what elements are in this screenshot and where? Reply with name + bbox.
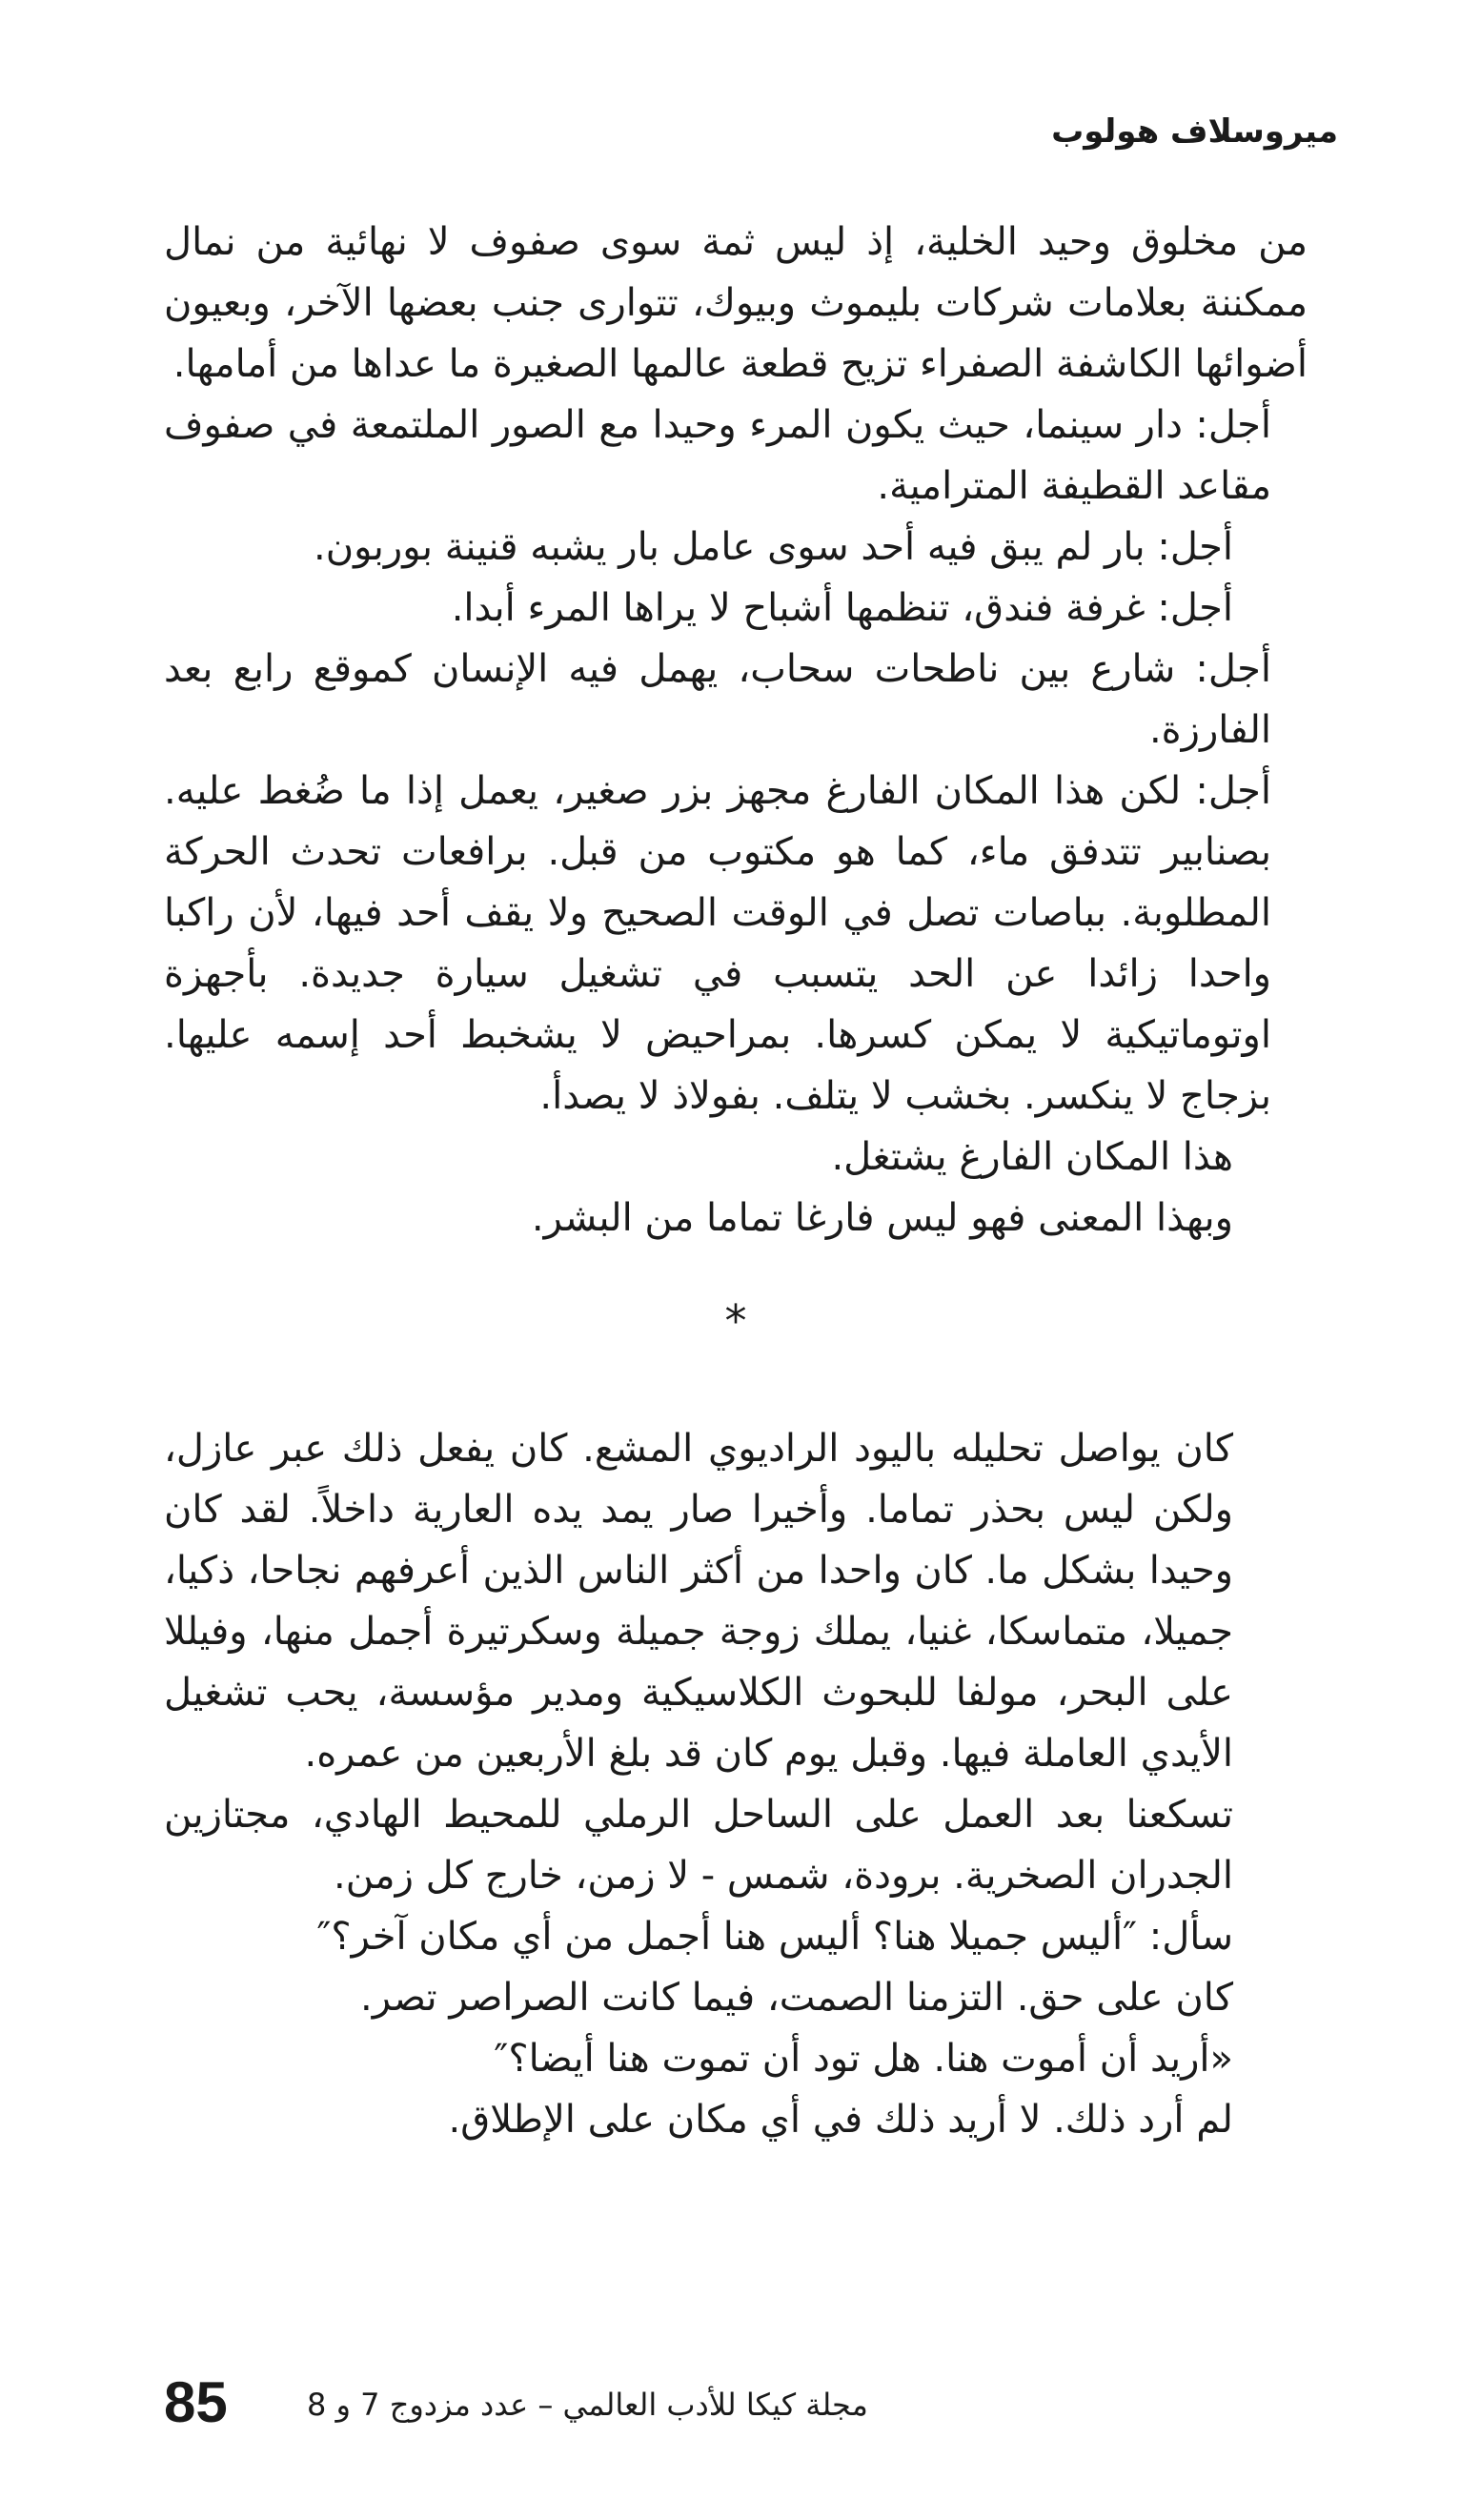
page-number: 85 <box>164 2370 228 2434</box>
paragraph: وبهذا المعنى فهو ليس فارغا تماما من البشر. <box>531 1196 1233 1240</box>
dialogue-line: سأل: ″أليس جميلا هنا؟ أليس هنا أجمل من أي مكان آخر؟″ <box>316 1915 1233 1959</box>
paragraph: تسكعنا بعد العمل على الساحل الرملي للمحيط الهادي، مجتازين الجدران الصخرية. برودة، شمس - لا زمن، خارج كل زمن. <box>164 1793 1233 1898</box>
section-1 <box>164 212 1308 1249</box>
paragraph: من مخلوق وحيد الخلية، إذ ليس ثمة سوى صفوف لا نهائية من نمال ممكننة بعلامات شركات بليموث وبيوك، تتوارى جنب بعضها الآخر، وبعيون أضوائها الكاشفة الصفراء تزيح قطعة عالمها الصغيرة ما عداها من أمامها. <box>164 220 1308 386</box>
paragraph: أجل: غرفة فندق، تنظمها أشباح لا يراها المرء أبدا. <box>451 586 1233 630</box>
paragraph: كان يواصل تحليله باليود الراديوي المشع. كان يفعل ذلك عبر عازل، ولكن ليس بحذر تماما. وأخيرا صار يمد يده العارية داخلاً. لقد كان وحيدا بشكل ما. كان واحدا من أكثر الناس الذين أعرفهم نجاحا، ذكيا، جميلا، متماسكا، غنيا، يملك زوجة جميلة وسكرتيرة أجمل منها، وفيللا على البحر، مولفا للبحوث الكلاسيكية ومدير مؤسسة، يحب تشغيل الأيدي العاملة فيها. وقبل يوم كان قد بلغ الأربعين من عمره. <box>164 1427 1233 1776</box>
dialogue-line: «أريد أن أموت هنا. هل تود أن تموت هنا أيضا؟″ <box>494 2037 1233 2081</box>
paragraph: أجل: لكن هذا المكان الفارغ مجهز بزر صغير، يعمل إذا ما ضُغط عليه. بصنابير تتدفق ماء، كما هو مكتوب من قبل. برافعات تحدث الحركة المطلوبة. بباصات تصل في الوقت الصحيح ولا يقف أحد فيها، لأن راكبا واحدا زائدا عن الحد يتسبب في تشغيل سيارة جديدة. بأجهزة اوتوماتيكية لا يمكن كسرها. بمراحيض لا يشخبط أحد إسمه عليها. بزجاج لا ينكسر. بخشب لا يتلف. بفولاذ لا يصدأ. <box>164 769 1271 1118</box>
paragraph: أجل: دار سينما، حيث يكون المرء وحيدا مع الصور الملتمعة في صفوف مقاعد القطيفة المترامية. <box>164 403 1271 508</box>
paragraph: كان على حق. التزمنا الصمت، فيما كانت الصراصر تصر. <box>360 1976 1233 2020</box>
paragraph: أجل: شارع بين ناطحات سحاب، يهمل فيه الإنسان كموقع رابع بعد الفارزة. <box>164 647 1271 752</box>
running-header-author: ميروسلاف هولوب <box>1051 112 1338 151</box>
section-separator: * <box>724 1295 747 1347</box>
paragraph: هذا المكان الفارغ يشتغل. <box>831 1135 1233 1179</box>
paragraph: أجل: بار لم يبق فيه أحد سوى عامل بار يشبه قنينة بوربون. <box>314 525 1233 569</box>
section-2 <box>164 1418 1308 2150</box>
article-body <box>164 212 1308 2150</box>
journal-title: مجلة كيكا للأدب العالمي – عدد مزدوج 7 و 8 <box>307 2387 868 2423</box>
paragraph: لم أرد ذلك. لا أريد ذلك في أي مكان على الإطلاق. <box>448 2098 1233 2142</box>
page-footer <box>164 2369 868 2446</box>
